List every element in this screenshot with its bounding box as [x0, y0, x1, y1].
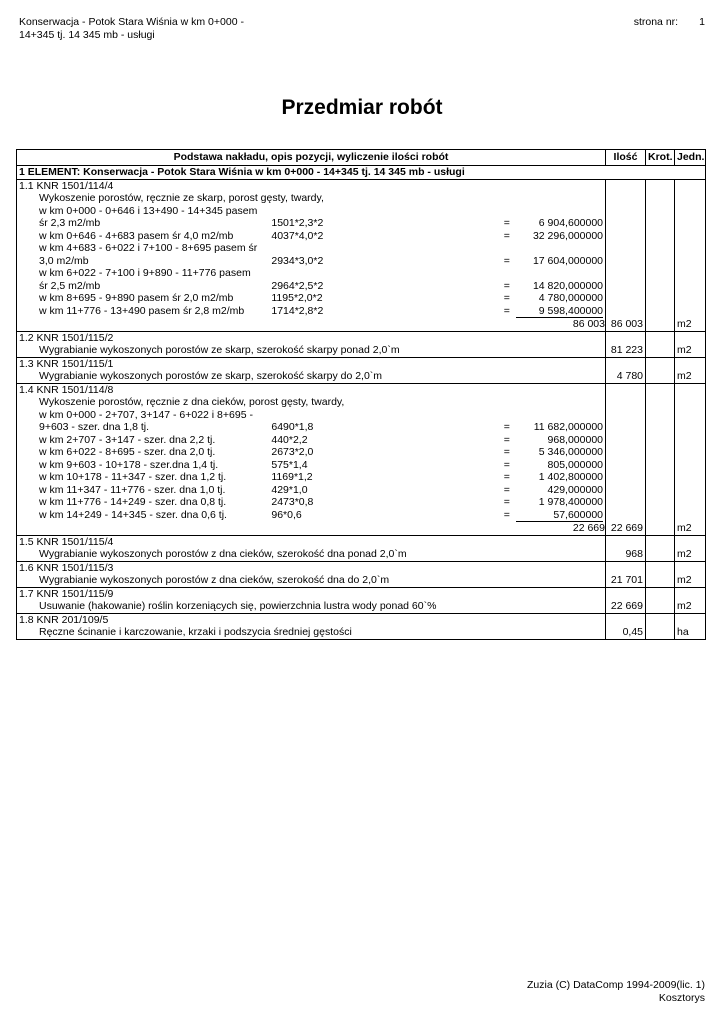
table-row: [17, 331, 706, 344]
multiplier-cell: [646, 421, 675, 434]
page-label: strona nr:: [633, 16, 679, 28]
calculation-line: [39, 509, 603, 523]
multiplier-cell: [646, 242, 675, 255]
position-description: Wykoszenie porostów, ręcznie z dna cieków, porost gęsty, twardy,: [17, 396, 606, 409]
unit-cell: [675, 255, 706, 268]
calc-equals: =: [503, 304, 510, 317]
table-row: [17, 357, 706, 370]
quantity-cell: [606, 205, 646, 218]
unit-cell: [675, 396, 706, 409]
calc-result: 17 604,000000: [532, 254, 604, 267]
table-row: [17, 626, 706, 639]
table-row: [17, 230, 706, 243]
calc-description: w km 8+695 - 9+890 pasem śr 2,0 m2/mb: [39, 292, 234, 304]
quantity-cell: [606, 242, 646, 255]
quantity-cell: [606, 179, 646, 192]
calculation-line: [39, 217, 603, 230]
header-quantity: Ilość: [606, 150, 646, 166]
quantity-cell: 81 223: [606, 344, 646, 357]
footer-line-2: Kosztorys: [658, 992, 705, 1004]
table-row: [17, 446, 706, 459]
calc-result: 11 682,000000: [533, 421, 604, 433]
quantity-cell: [606, 496, 646, 509]
table-row: [17, 267, 706, 280]
unit-cell: [675, 484, 706, 497]
position-description: Wygrabianie wykoszonych porostów ze skarp, szerokość skarpy do 2,0`m: [17, 370, 606, 383]
multiplier-cell: [646, 305, 675, 319]
footer-line-1: Zuzia (C) DataComp 1994-2009(lic. 1): [527, 979, 705, 991]
multiplier-cell: [646, 561, 675, 574]
calculation-line: [39, 496, 603, 509]
calc-expression: 2934*3,0*2: [271, 254, 324, 267]
position-description: Ręczne ścinanie i karczowanie, krzaki i podszycia średniej gęstości: [17, 626, 606, 639]
quantity-cell: [606, 267, 646, 280]
description-cell: [17, 459, 606, 472]
calc-expression: 1169*1,2: [271, 471, 313, 483]
quantity-cell: [606, 561, 646, 574]
quantity-cell: [606, 459, 646, 472]
position-description: w km 0+000 - 2+707, 3+147 - 6+022 i 8+695 -: [17, 409, 606, 422]
calc-expression: 1714*2,8*2: [271, 304, 324, 317]
quantity-cell: 22 669: [606, 600, 646, 613]
table-row: [17, 255, 706, 268]
table-row: [17, 587, 706, 600]
calc-description: w km 4+683 - 6+022 i 7+100 - 8+695 pasem śr: [39, 242, 258, 254]
multiplier-cell: [646, 535, 675, 548]
multiplier-cell: [646, 396, 675, 409]
description-cell: [17, 292, 606, 305]
calc-description: w km 11+347 - 11+776 - szer. dna 1,0 tj.: [39, 483, 226, 496]
table-row: [17, 370, 706, 383]
table-row: [17, 205, 706, 218]
calculation-line: [39, 255, 603, 268]
table-row: [17, 344, 706, 357]
calc-description: w km 2+707 - 3+147 - szer. dna 2,2 tj.: [39, 433, 216, 446]
calc-equals: =: [503, 508, 510, 521]
calculation-line: [39, 471, 603, 484]
position-description: Wykoszenie porostów, ręcznie ze skarp, porost gęsty, twardy,: [17, 192, 606, 205]
footer: [527, 979, 705, 1005]
calc-result: 968,000000: [547, 433, 604, 446]
table-row: [17, 242, 706, 255]
multiplier-cell: [646, 522, 675, 535]
calculation-line: [39, 242, 603, 255]
position-code: 1.6 KNR 1501/115/3: [17, 561, 606, 574]
calc-expression: 2964*2,5*2: [271, 279, 324, 292]
calc-description: w km 0+646 - 4+683 pasem śr 4,0 m2/mb: [39, 229, 234, 242]
calculation-line: [39, 230, 603, 243]
unit-cell: [675, 587, 706, 600]
calc-description: śr 2,3 m2/mb: [39, 217, 101, 229]
calc-equals: =: [503, 292, 510, 304]
multiplier-cell: [646, 409, 675, 422]
quantity-cell: [606, 535, 646, 548]
table-row: [17, 396, 706, 409]
multiplier-cell: [646, 626, 675, 639]
table-row: [17, 535, 706, 548]
calc-result: 9 598,400000: [516, 305, 603, 319]
multiplier-cell: [646, 179, 675, 192]
table-row: [17, 459, 706, 472]
multiplier-cell: [646, 613, 675, 626]
unit-cell: m2: [677, 370, 692, 382]
calc-description: 3,0 m2/mb: [39, 254, 89, 267]
unit-cell: [675, 292, 706, 305]
multiplier-cell: [646, 255, 675, 268]
description-cell: [17, 484, 606, 497]
position-description: w km 0+000 - 0+646 i 13+490 - 14+345 pasem: [17, 205, 606, 218]
multiplier-cell: [646, 446, 675, 459]
quantity-cell: [606, 292, 646, 305]
table-row: [17, 409, 706, 422]
calculation-line: [39, 305, 603, 319]
quantity-cell: 21 701: [606, 574, 646, 587]
multiplier-cell: [646, 267, 675, 280]
header-line-2: 14+345 tj. 14 345 mb - usługi: [19, 29, 155, 41]
position-code: 1.1 KNR 1501/114/4: [17, 179, 606, 192]
calc-result: 5 346,000000: [538, 446, 604, 458]
unit-cell: [675, 509, 706, 523]
quantity-cell: [606, 305, 646, 319]
calc-result: [516, 267, 603, 280]
position-code: 1.4 KNR 1501/114/8: [17, 383, 606, 396]
table-row: [17, 613, 706, 626]
position-code: 1.5 KNR 1501/115/4: [17, 535, 606, 548]
table-row: [17, 421, 706, 434]
multiplier-cell: [646, 574, 675, 587]
unit-cell: [675, 434, 706, 447]
multiplier-cell: [646, 471, 675, 484]
calc-result: 429,000000: [547, 483, 604, 496]
calc-result: 32 296,000000: [532, 229, 604, 242]
multiplier-cell: [646, 217, 675, 230]
unit-cell: [675, 205, 706, 218]
description-cell: [17, 434, 606, 447]
calc-result: 1 402,800000: [538, 471, 604, 483]
multiplier-cell: [646, 192, 675, 205]
calc-expression: 2673*2,0: [271, 446, 314, 458]
calc-description: 9+603 - szer. dna 1,8 tj.: [39, 421, 150, 433]
table-header-row: [17, 150, 706, 166]
multiplier-cell: [646, 484, 675, 497]
quantity-cell: [606, 396, 646, 409]
description-cell: [17, 496, 606, 509]
calculation-line: [39, 484, 603, 497]
multiplier-cell: [646, 370, 675, 383]
calc-description: w km 11+776 - 13+490 pasem śr 2,8 m2/mb: [39, 304, 245, 317]
quantity-cell: [606, 357, 646, 370]
quantity-cell: [606, 613, 646, 626]
table-row: [17, 522, 706, 535]
header-line-1: Konserwacja - Potok Stara Wiśnia w km 0+000 -: [19, 16, 244, 28]
table-row: [17, 484, 706, 497]
calc-result: 6 904,600000: [538, 217, 604, 229]
calc-result: [516, 242, 603, 255]
multiplier-cell: [646, 318, 675, 331]
calculation-line: [39, 446, 603, 459]
calc-equals: =: [503, 433, 510, 446]
unit-cell: ha: [677, 626, 689, 638]
calc-expression: 6490*1,8: [271, 421, 314, 433]
table-row: [17, 179, 706, 192]
position-description: Wygrabianie wykoszonych porostów ze skarp, szerokość skarpy ponad 2,0`m: [17, 344, 606, 357]
calc-equals: [504, 267, 516, 280]
unit-cell: m2: [677, 600, 692, 612]
calc-expression: [271, 267, 503, 280]
calculation-line: [39, 267, 603, 280]
unit-cell: [675, 217, 706, 230]
calculation-line: [39, 292, 603, 305]
calculation-line: [39, 421, 603, 434]
calc-equals: =: [503, 483, 510, 496]
calc-equals: =: [503, 496, 510, 508]
calc-result: 14 820,000000: [532, 279, 604, 292]
unit-cell: [675, 331, 706, 344]
unit-cell: [675, 179, 706, 192]
multiplier-cell: [646, 383, 675, 396]
quantity-cell: 22 669: [606, 522, 646, 535]
calc-equals: =: [503, 229, 510, 242]
table-row: [17, 292, 706, 305]
multiplier-cell: [646, 509, 675, 523]
calc-expression: 575*1,4: [271, 458, 308, 471]
unit-cell: [675, 496, 706, 509]
table-row: [17, 280, 706, 293]
table-row: [17, 600, 706, 613]
description-cell: [17, 421, 606, 434]
description-cell: [17, 446, 606, 459]
position-subtotal: 86 003: [17, 318, 606, 331]
description-cell: [17, 255, 606, 268]
calc-expression: [271, 242, 503, 255]
unit-cell: [675, 267, 706, 280]
page-number: 1: [699, 16, 705, 28]
element-row: [17, 166, 706, 180]
unit-cell: [675, 459, 706, 472]
position-code: 1.3 KNR 1501/115/1: [17, 357, 606, 370]
table-row: [17, 318, 706, 331]
position-description: Wygrabianie wykoszonych porostów z dna cieków, szerokość dna ponad 2,0`m: [17, 548, 606, 561]
description-cell: [17, 242, 606, 255]
calc-equals: =: [503, 458, 510, 471]
calc-expression: 429*1,0: [271, 483, 308, 496]
unit-cell: [675, 471, 706, 484]
quantity-cell: [606, 587, 646, 600]
description-cell: [17, 471, 606, 484]
unit-cell: [675, 280, 706, 293]
multiplier-cell: [646, 357, 675, 370]
element-title: 1 ELEMENT: Konserwacja - Potok Stara Wiśnia w km 0+000 - 14+345 tj. 14 345 mb - usługi: [17, 166, 706, 180]
calc-description: w km 10+178 - 11+347 - szer. dna 1,2 tj.: [39, 471, 227, 483]
quantity-cell: [606, 471, 646, 484]
calc-equals: =: [503, 446, 510, 458]
calc-expression: 4037*4,0*2: [271, 229, 324, 242]
quantity-cell: [606, 192, 646, 205]
quantity-cell: [606, 383, 646, 396]
unit-cell: [675, 561, 706, 574]
quantity-cell: [606, 434, 646, 447]
description-cell: [17, 305, 606, 319]
multiplier-cell: [646, 205, 675, 218]
page-indicator: [634, 16, 705, 28]
multiplier-cell: [646, 292, 675, 305]
calc-description: w km 9+603 - 10+178 - szer.dna 1,4 tj.: [39, 458, 219, 471]
calc-equals: =: [503, 471, 510, 483]
position-subtotal: 22 669: [17, 522, 606, 535]
table-row: [17, 548, 706, 561]
multiplier-cell: [646, 600, 675, 613]
calc-equals: =: [503, 279, 510, 292]
document-header: [19, 16, 244, 42]
unit-cell: [675, 535, 706, 548]
unit-cell: [675, 409, 706, 422]
quantity-cell: [606, 331, 646, 344]
multiplier-cell: [646, 587, 675, 600]
unit-cell: [675, 383, 706, 396]
quantity-cell: [606, 446, 646, 459]
table-row: [17, 383, 706, 396]
unit-cell: [675, 242, 706, 255]
quantity-cell: [606, 484, 646, 497]
quantity-cell: [606, 230, 646, 243]
multiplier-cell: [646, 230, 675, 243]
calc-description: w km 14+249 - 14+345 - szer. dna 0,6 tj.: [39, 508, 227, 521]
unit-cell: [675, 421, 706, 434]
unit-cell: m2: [677, 522, 692, 534]
calc-equals: =: [503, 217, 510, 229]
bill-of-quantities-table: [16, 149, 706, 640]
table-row: [17, 471, 706, 484]
calculation-line: [39, 459, 603, 472]
table-row: [17, 305, 706, 319]
unit-cell: m2: [677, 344, 692, 356]
calc-equals: =: [503, 254, 510, 267]
calc-result: 805,000000: [547, 458, 604, 471]
quantity-cell: 4 780: [606, 370, 646, 383]
multiplier-cell: [646, 496, 675, 509]
multiplier-cell: [646, 434, 675, 447]
calc-equals: [504, 242, 516, 255]
table-row: [17, 192, 706, 205]
description-cell: [17, 267, 606, 280]
multiplier-cell: [646, 459, 675, 472]
unit-cell: m2: [677, 574, 692, 586]
quantity-cell: [606, 421, 646, 434]
table-row: [17, 217, 706, 230]
quantity-cell: [606, 409, 646, 422]
table-row: [17, 496, 706, 509]
calc-expression: 1195*2,0*2: [271, 292, 323, 304]
calc-result: 4 780,000000: [538, 292, 604, 304]
header-description: Podstawa nakładu, opis pozycji, wyliczenie ilości robót: [17, 150, 606, 166]
description-cell: [17, 509, 606, 523]
unit-cell: m2: [677, 548, 692, 560]
position-code: 1.7 KNR 1501/115/9: [17, 587, 606, 600]
multiplier-cell: [646, 331, 675, 344]
header-multiplier: Krot.: [646, 150, 675, 166]
position-description: Wygrabianie wykoszonych porostów z dna cieków, szerokość dna do 2,0`m: [17, 574, 606, 587]
description-cell: [17, 230, 606, 243]
table-row: [17, 574, 706, 587]
calc-result: 57,600000: [516, 509, 603, 523]
calc-expression: 440*2,2: [271, 433, 308, 446]
unit-cell: [675, 613, 706, 626]
unit-cell: [675, 446, 706, 459]
unit-cell: [675, 192, 706, 205]
calc-description: w km 11+776 - 14+249 - szer. dna 0,8 tj.: [39, 496, 227, 508]
calc-equals: =: [503, 421, 510, 433]
page-title: Przedmiar robót: [281, 96, 443, 119]
unit-cell: [675, 305, 706, 319]
unit-cell: [675, 230, 706, 243]
table-row: [17, 434, 706, 447]
calc-expression: 1501*2,3*2: [271, 217, 324, 229]
quantity-cell: 86 003: [606, 318, 646, 331]
quantity-cell: [606, 509, 646, 523]
calc-description: w km 6+022 - 7+100 i 9+890 - 11+776 pasem: [39, 267, 251, 279]
description-cell: [17, 280, 606, 293]
position-code: 1.2 KNR 1501/115/2: [17, 331, 606, 344]
header-unit: Jedn.: [675, 150, 706, 166]
position-code: 1.8 KNR 201/109/5: [17, 613, 606, 626]
table-row: [17, 561, 706, 574]
unit-cell: m2: [677, 318, 692, 330]
calc-result: 1 978,400000: [538, 496, 604, 508]
table-row: [17, 509, 706, 523]
quantity-cell: [606, 255, 646, 268]
position-description: Usuwanie (hakowanie) roślin korzeniących się, powierzchnia lustra wody ponad 60`%: [17, 600, 606, 613]
multiplier-cell: [646, 344, 675, 357]
quantity-cell: [606, 217, 646, 230]
multiplier-cell: [646, 548, 675, 561]
quantity-cell: 0,45: [606, 626, 646, 639]
calc-expression: 96*0,6: [271, 508, 302, 521]
calc-expression: 2473*0,8: [271, 496, 314, 508]
calc-description: w km 6+022 - 8+695 - szer. dna 2,0 tj.: [39, 446, 216, 458]
description-cell: [17, 217, 606, 230]
calc-description: śr 2,5 m2/mb: [39, 279, 101, 292]
calculation-line: [39, 434, 603, 447]
quantity-cell: 968: [606, 548, 646, 561]
calculation-line: [39, 280, 603, 293]
unit-cell: [675, 357, 706, 370]
quantity-cell: [606, 280, 646, 293]
multiplier-cell: [646, 280, 675, 293]
